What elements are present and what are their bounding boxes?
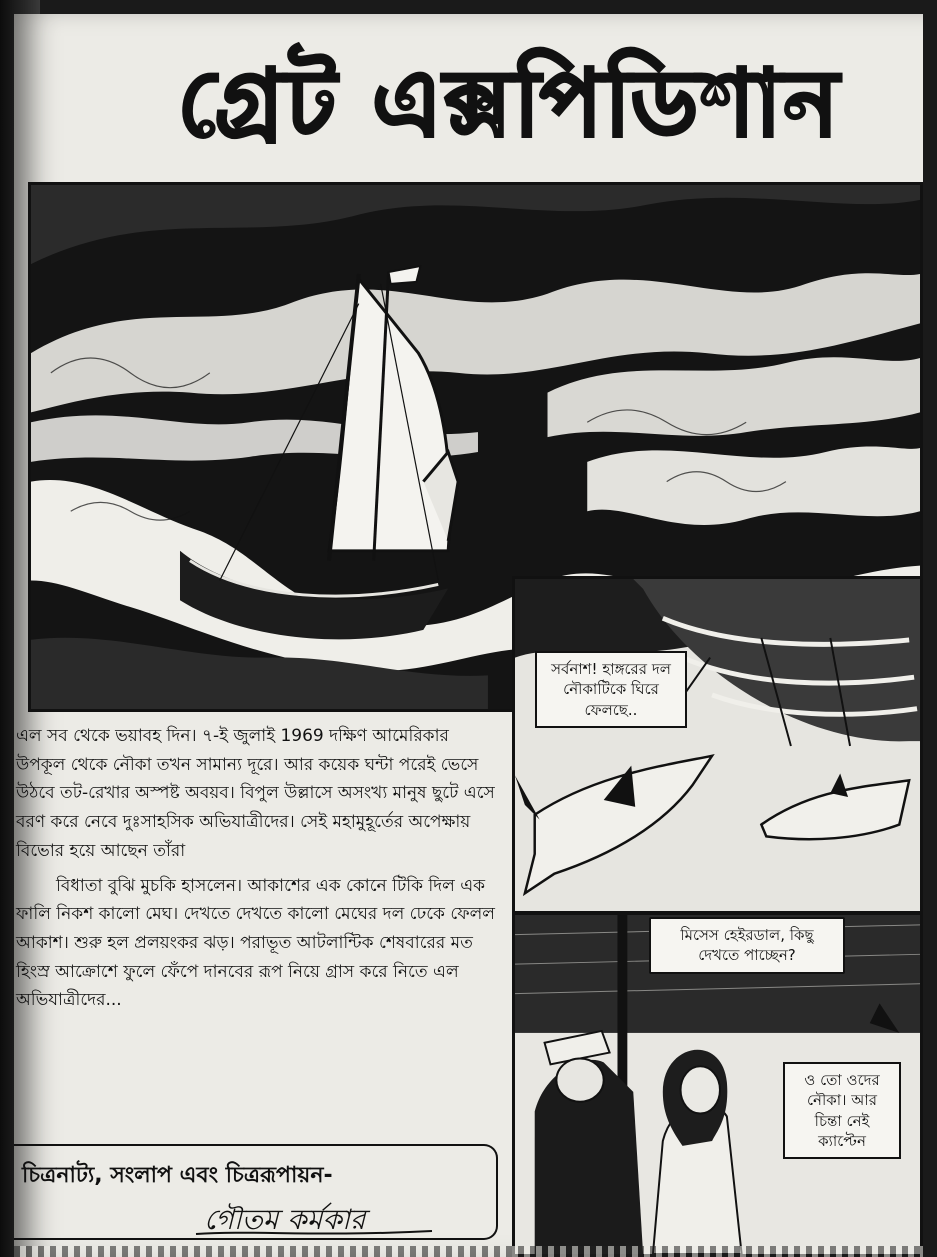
artist-signature: গৌতম কর্মকার [204,1203,366,1236]
crew-panel [512,912,923,1257]
crew-question-speech-bubble [649,917,845,974]
shark-illustration [515,579,920,911]
shark-panel [512,576,923,914]
shark-warning-speech-bubble [535,651,687,728]
narration-text-block [14,716,512,1111]
page-footer-strip [14,1246,923,1257]
credit-role: চিত্রনাট্য, সংলাপ এবং চিত্ররূপায়ন- [22,1163,333,1188]
crew-reply-text: ও তো ওদের নৌকা। আর চিন্তা নেই ক্যাপ্টেন [804,1071,880,1150]
shark-warning-text: সর্বনাশ! হাঙ্গরের দল নৌকাটিকে ঘিরে ফেলছে.. [551,660,671,719]
title-text: গ্রেট এক্সপিডিশান [177,49,841,157]
narration-paragraph-2: বিধাতা বুঝি মুচকি হাসলেন। আকাশের এক কোনে টিকি দিল এক ফালি নিকশ কালো মেঘ। দেখতে দেখতে কালো মেঘের দল ঢেকে ফেলল আকাশ। শুরু হল প্রলয়ংকর ঝড়। পরাভূত আটলান্টিক শেষবারের মত হিংস্র আক্রোশে ফুলে ফেঁপে দানবের রূপ নিয়ে গ্রাস করে নিতে এল অভিযাত্রীদের... [16,875,495,1011]
signature-underline [194,1228,434,1238]
comic-title [114,34,904,184]
narration-paragraph-1: এল সব থেকে ভয়াবহ দিন। ৭-ই জুলাই 1969 দক্ষিণ আমেরিকার উপকূল থেকে নৌকা তখন সামান্য দূরে। আর কয়েক ঘন্টা পরেই ভেসে উঠবে তট-রেখার অস্পষ্ট অবয়ব। বিপুল উল্লাসে অসংখ্য মানুষ ছুটে এসে বরণ করে নেবে দুঃসাহসিক অভিযাত্রীদের। সেই মহামুহূর্তের অপেক্ষায় বিভোর হয়ে আছেন তাঁরা [16,726,495,861]
comic-page [14,14,923,1257]
credit-box [14,1144,498,1240]
crew-question-text: মিসেস হেইরডাল, কিছু দেখতে পাচ্ছেন? [680,926,814,965]
crew-reply-speech-bubble [783,1062,901,1159]
